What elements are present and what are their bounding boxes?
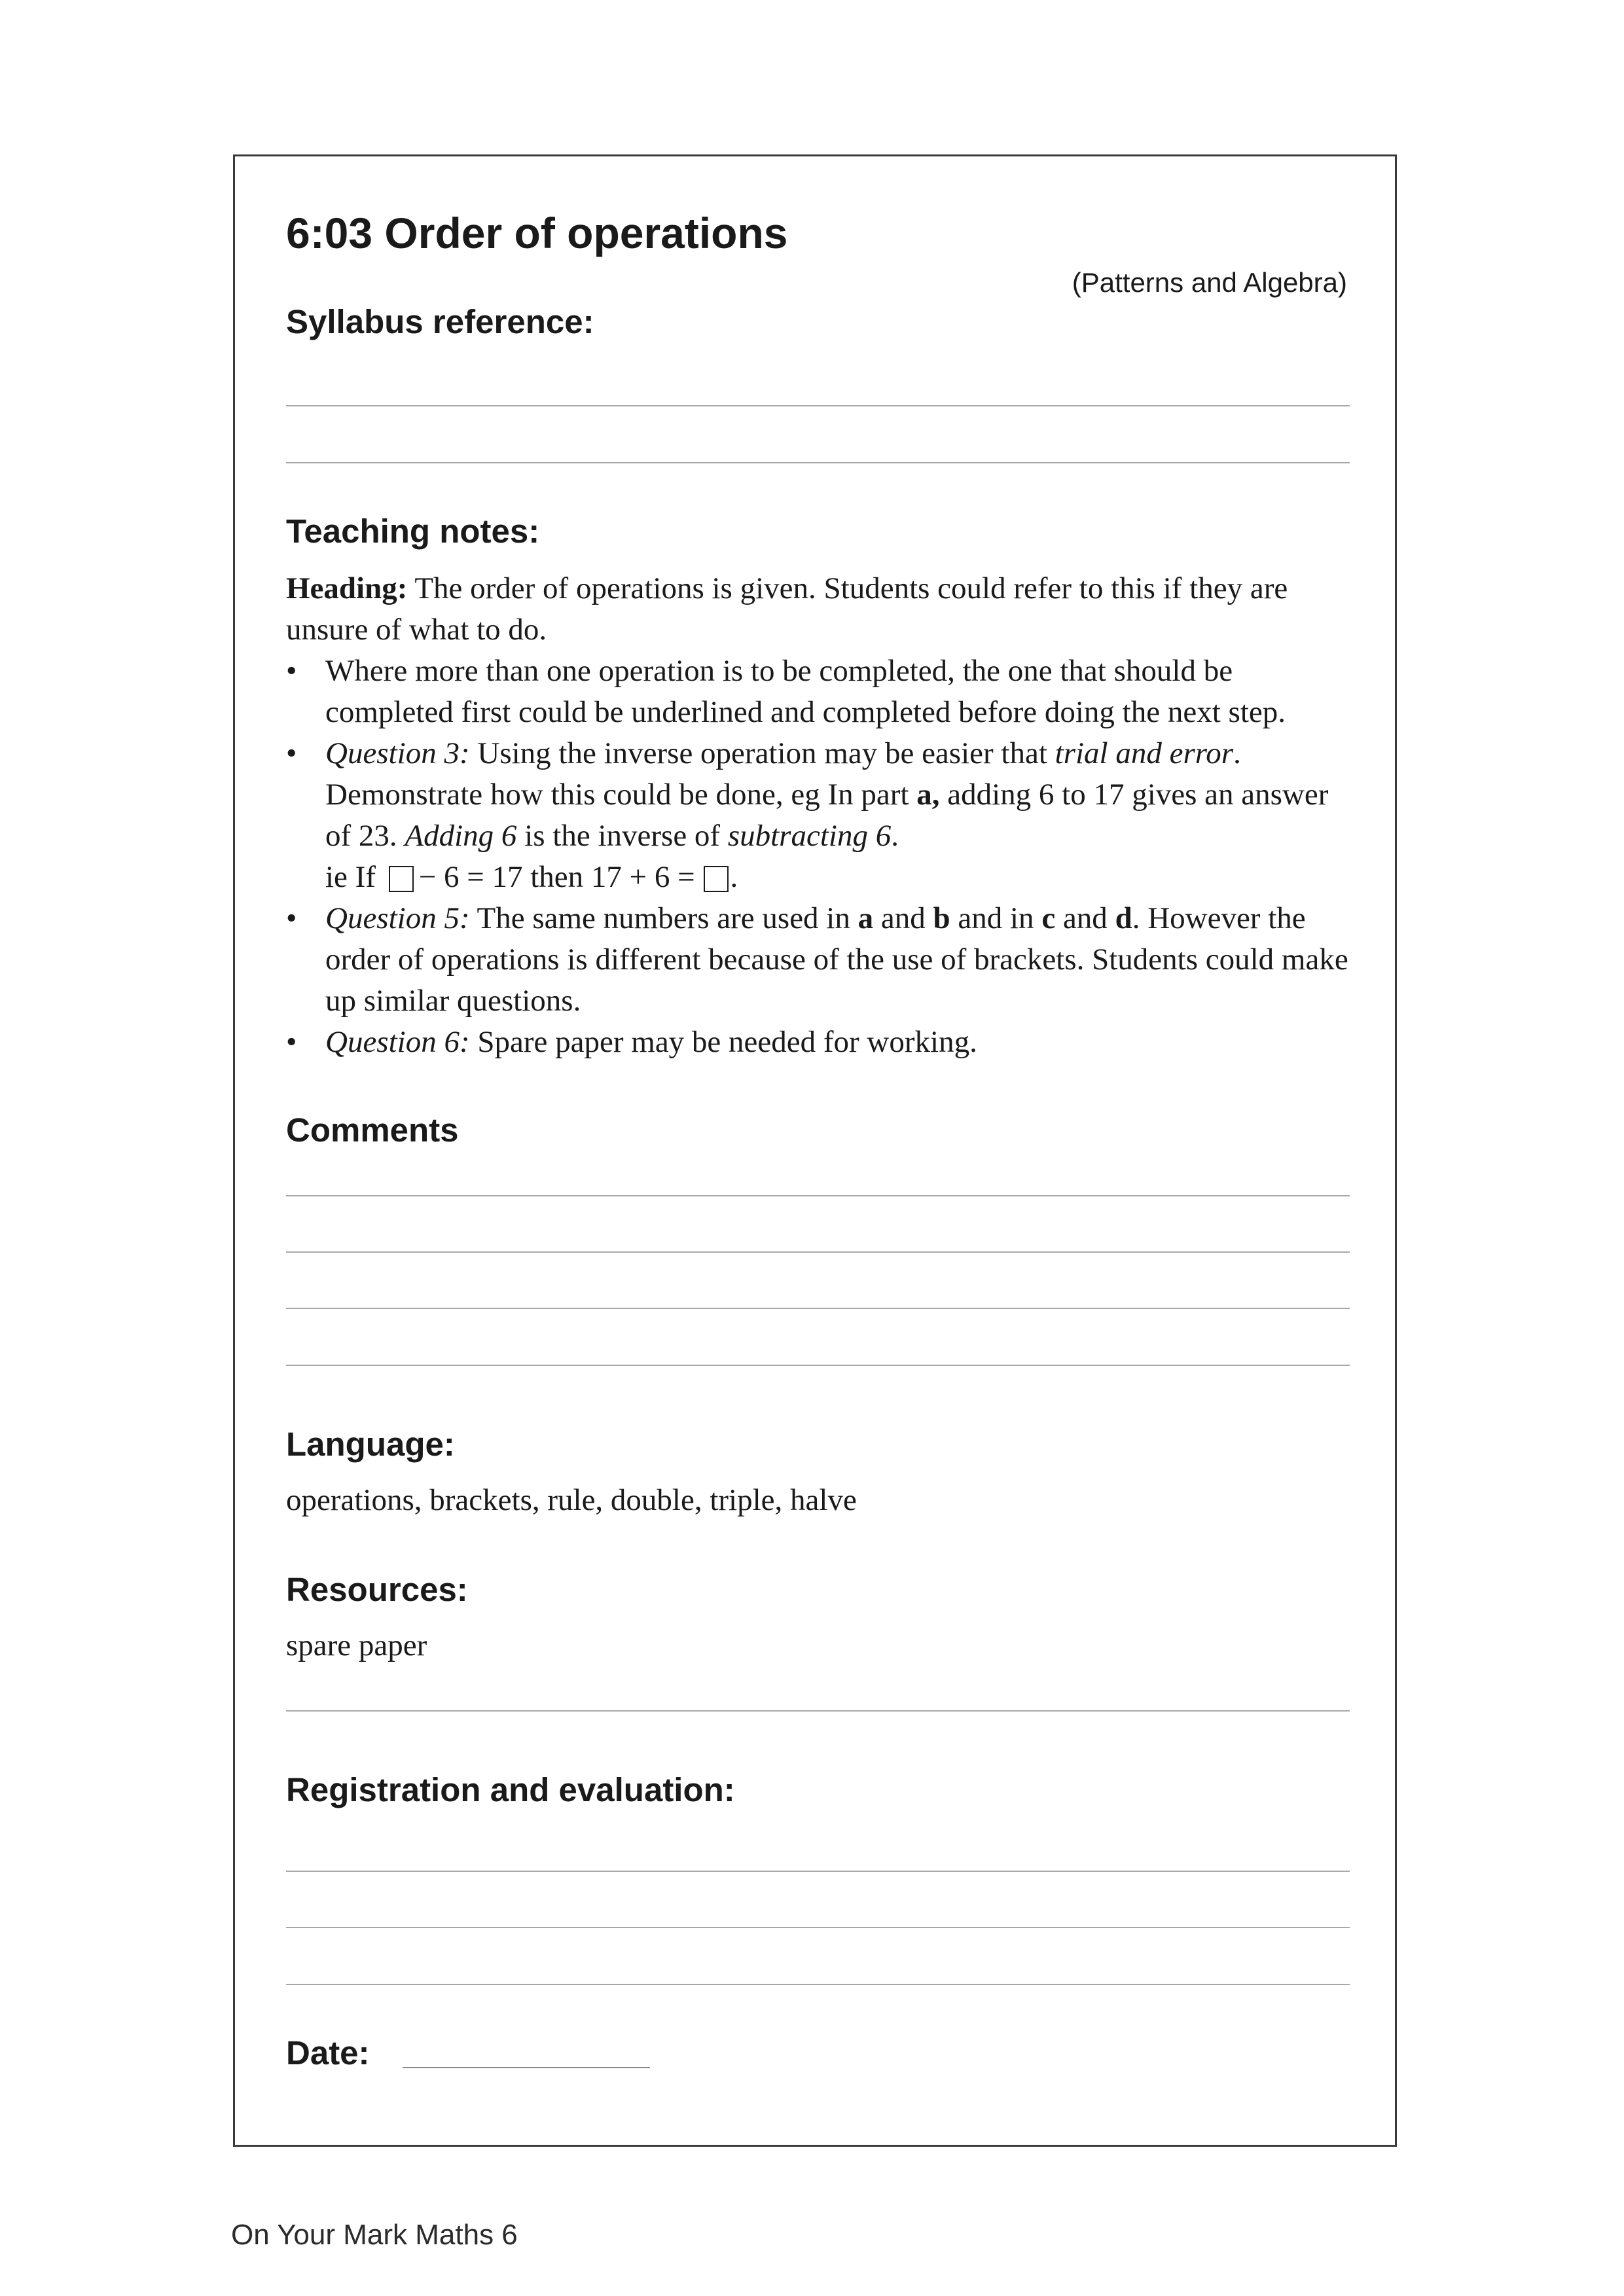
equation-middle: − 6 = 17 then 17 + 6 = [418, 860, 695, 894]
registration-heading: Registration and evaluation: [286, 1771, 735, 1808]
date-line [403, 2067, 650, 2068]
question-3-part-a: a, [916, 778, 940, 812]
question-3-text-a: Using the inverse operation may be easier that [469, 736, 1055, 770]
question-5-and-2: and [1055, 901, 1115, 935]
question-6-text: Spare paper may be needed for working. [469, 1025, 977, 1059]
language-heading: Language: [286, 1426, 455, 1463]
question-6-label: Question 6: [325, 1025, 470, 1059]
question-3-label: Question 3: [325, 736, 470, 770]
bullet-icon: • [286, 1025, 297, 1059]
question-5-text-a: The same numbers are used in [469, 901, 858, 935]
date-heading: Date: [286, 2034, 370, 2072]
strand-label: (Patterns and Algebra) [1072, 267, 1347, 298]
question-3-text-d: is the inverse of [516, 819, 728, 853]
teaching-notes-body [286, 568, 1360, 1063]
question-3-italic-3: subtracting 6 [727, 819, 892, 853]
heading-note-text: The order of operations is given. Students could refer to this if they are unsure of what to do. [286, 571, 1288, 647]
teaching-notes-heading: Teaching notes: [286, 512, 540, 550]
comments-heading: Comments [286, 1111, 459, 1149]
bullet-question-3 [286, 733, 1360, 898]
comments-line-2 [286, 1251, 1350, 1253]
footer-book-title: On Your Mark Maths 6 [231, 2219, 518, 2251]
question-3-text-b: . Demonstrate how this could be done, eg In part [325, 736, 1241, 812]
comments-line-1 [286, 1195, 1350, 1196]
resources-heading: Resources: [286, 1571, 468, 1608]
registration-line-2 [286, 1927, 1350, 1928]
resources-line [286, 1710, 1350, 1712]
registration-line-1 [286, 1871, 1350, 1872]
registration-line-3 [286, 1984, 1350, 1985]
syllabus-line-1 [286, 405, 1350, 406]
syllabus-reference-heading: Syllabus reference: [286, 303, 594, 340]
equation-start: ie If [325, 860, 376, 894]
question-5-label: Question 5: [325, 901, 470, 935]
syllabus-line-2 [286, 462, 1350, 463]
question-5-part-a: a [857, 901, 874, 935]
heading-note-label: Heading: [286, 571, 408, 605]
equation-end: . [730, 860, 738, 894]
bullet-icon: • [286, 654, 297, 688]
bullet-underline-operation [286, 651, 1360, 733]
question-3-italic: trial and error [1055, 736, 1234, 770]
page-title: 6:03 Order of operations [286, 209, 788, 257]
bullet-icon: • [286, 901, 297, 935]
answer-box-icon [704, 866, 729, 892]
comments-line-3 [286, 1308, 1350, 1309]
answer-box-icon [389, 866, 414, 892]
bullet-question-5 [286, 898, 1360, 1022]
question-5-and-1: and [873, 901, 933, 935]
question-3-text-e: . [891, 819, 899, 853]
comments-line-4 [286, 1365, 1350, 1366]
bullet-question-6 [286, 1022, 1360, 1063]
bullet-icon: • [286, 736, 297, 770]
question-5-part-c: c [1041, 901, 1056, 935]
bullet-1-text: Where more than one operation is to be completed, the one that should be completed first could be underlined and completed before doing the next step. [325, 654, 1286, 729]
language-text: operations, brackets, rule, double, triple, halve [286, 1483, 857, 1517]
heading-note [286, 568, 1360, 651]
question-5-part-b: b [933, 901, 950, 935]
question-3-text-c: adding 6 to 17 gives an answer of 23. [325, 778, 1329, 853]
resources-text: spare paper [286, 1628, 427, 1662]
question-5-and-in: and in [950, 901, 1042, 935]
question-5-part-d: d [1115, 901, 1132, 935]
page-frame [233, 154, 1397, 2147]
question-3-italic-2: Adding 6 [405, 819, 517, 853]
question-5-text-b: . However the order of operations is different because of the use of brackets. Students could make up similar questions. [325, 901, 1348, 1018]
